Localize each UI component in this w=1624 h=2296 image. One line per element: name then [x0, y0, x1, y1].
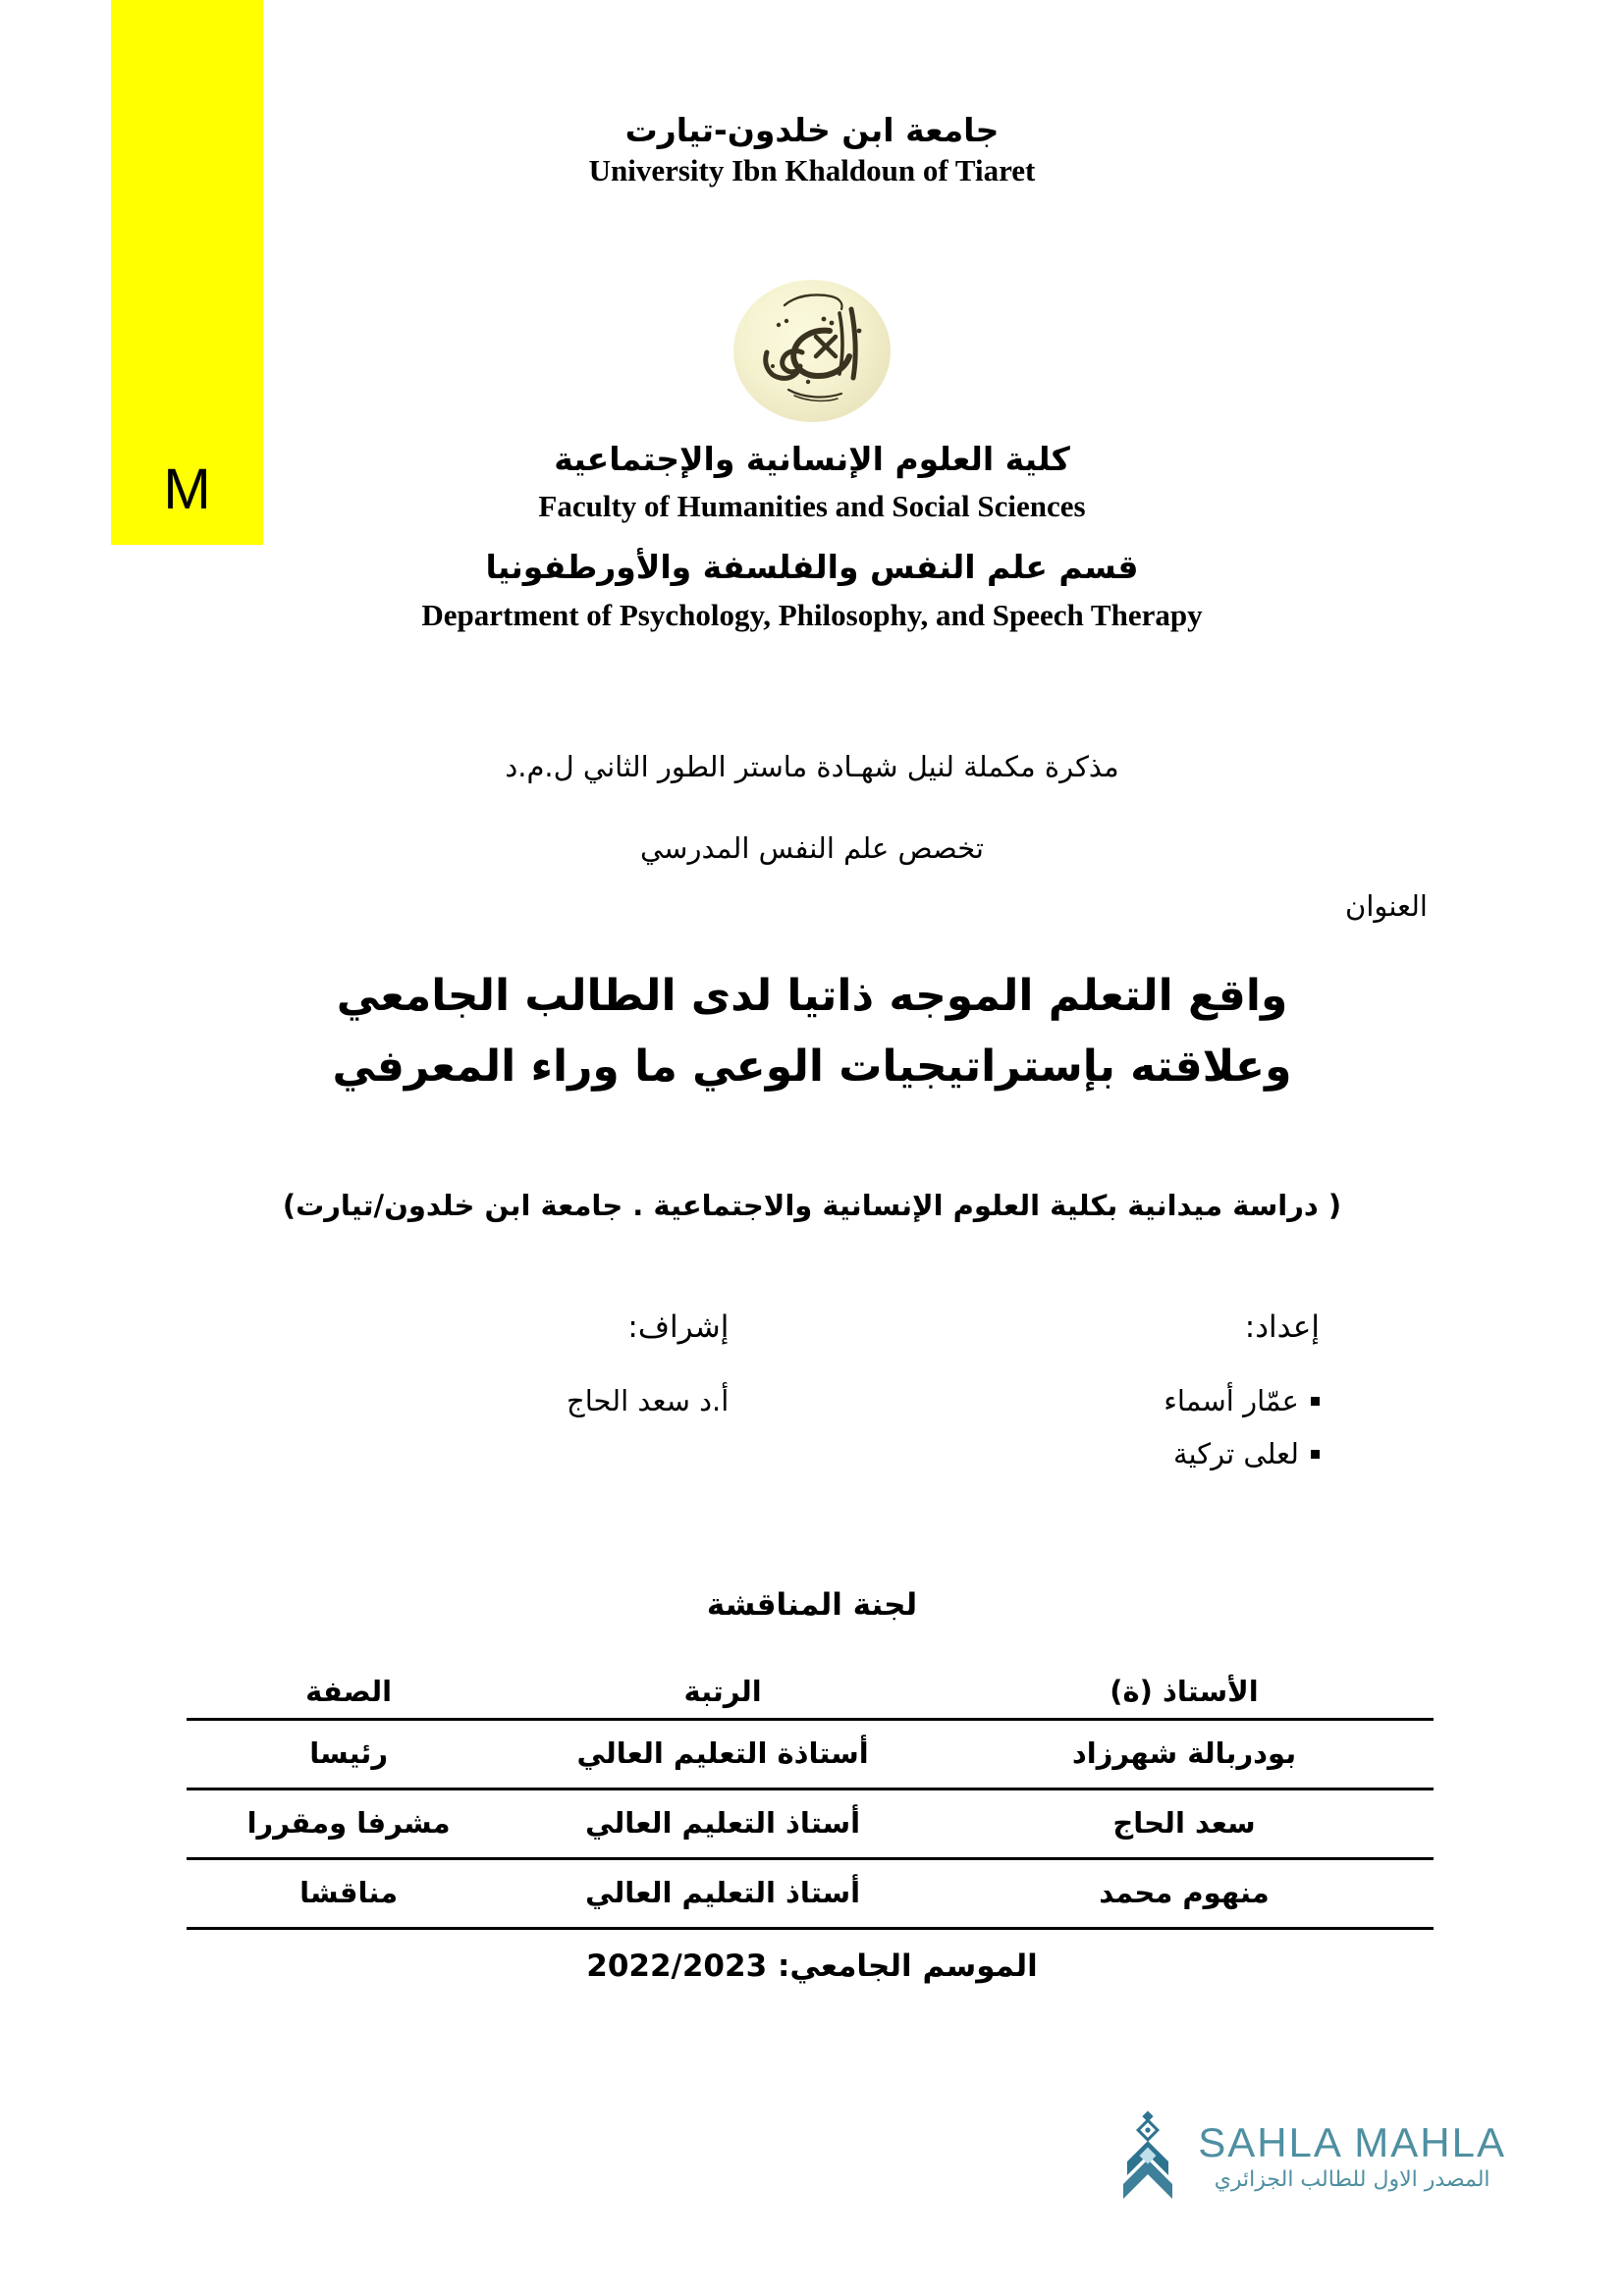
- department-name-arabic: قسم علم النفس والفلسفة والأورطفونيا: [485, 548, 1139, 586]
- university-name-english: University Ibn Khaldoun of Tiaret: [588, 153, 1036, 187]
- supervised-by-label: إشراف:: [627, 1309, 730, 1345]
- jury-heading: لجنة المناقشة: [706, 1587, 918, 1623]
- student-name-text: عمّار أسماء: [1164, 1384, 1299, 1417]
- student-name-item: [837, 1427, 1320, 1480]
- jury-table-head: [187, 1659, 1434, 1720]
- memo-specialization-line: تخصص علم النفس المدرسي: [640, 831, 984, 865]
- jury-table-body: [187, 1720, 1434, 1929]
- title-label: العنوان: [1345, 889, 1428, 923]
- jury-col-rank: الرتبة: [683, 1675, 762, 1708]
- table-row: [187, 1720, 1434, 1789]
- authorship-labels-row: [206, 1306, 1418, 1480]
- jury-table: [187, 1659, 1434, 1930]
- table-row: [187, 1859, 1434, 1929]
- jury-cell-role: مشرفا ومقررا: [246, 1806, 451, 1840]
- student-names-list: [837, 1374, 1320, 1480]
- department-name-english: Department of Psychology, Philosophy, and Speech Therapy: [421, 598, 1203, 632]
- university-name-arabic: جامعة ابن خلدون-تيارت: [624, 111, 1000, 149]
- faculty-name-arabic: كلية العلوم الإنسانية والإجتماعية: [554, 440, 1070, 478]
- bullet-icon: [1311, 1450, 1320, 1459]
- supervised-by-column: [206, 1306, 787, 1427]
- jury-header-row: [187, 1659, 1434, 1720]
- bullet-icon: [1311, 1397, 1320, 1406]
- sahla-mahla-watermark: [1111, 2110, 1506, 2205]
- jury-cell-professor: منهوم محمد: [1099, 1876, 1270, 1909]
- seal-calligraphy-icon: [733, 280, 891, 422]
- thesis-title-line-1: واقع التعلم الموجه ذاتيا لدى الطالب الجامعي: [336, 971, 1288, 1021]
- prepared-by-label: إعداد:: [1244, 1309, 1320, 1345]
- jury-col-professor: الأستاذ (ة): [1110, 1675, 1259, 1708]
- student-name-item: [837, 1374, 1320, 1427]
- watermark-text-block: [1198, 2120, 1506, 2195]
- jury-cell-role: رئيسا: [309, 1736, 389, 1770]
- jury-cell-rank: أستاذ التعليم العالي: [585, 1806, 861, 1840]
- margin-letter-m: M: [163, 457, 211, 521]
- prepared-by-column: [837, 1306, 1418, 1480]
- student-name-text: لعلى تركية: [1173, 1437, 1299, 1470]
- jury-cell-professor: سعد الحاج: [1112, 1806, 1256, 1840]
- seal-oval-background: [733, 280, 891, 422]
- watermark-tagline: المصدر الاول للطالب الجزائري: [1214, 2167, 1490, 2192]
- watermark-brand: SAHLA MAHLA: [1198, 2119, 1506, 2165]
- jury-cell-rank: أستاذ التعليم العالي: [585, 1876, 861, 1909]
- university-seal-logo: [733, 280, 891, 422]
- thesis-title-line-2: وعلاقته بإستراتيجيات الوعي ما وراء المعرفي: [332, 1041, 1292, 1092]
- authorship-block: [206, 1306, 1418, 1480]
- jury-cell-rank: أستاذة التعليم العالي: [576, 1736, 869, 1770]
- table-row: [187, 1789, 1434, 1859]
- jury-cell-role: مناقشا: [299, 1876, 399, 1909]
- sahla-mahla-diamond-logo-icon: [1111, 2110, 1184, 2205]
- jury-col-role: الصفة: [305, 1675, 393, 1708]
- memo-degree-line: مذكرة مكملة لنيل شهـادة ماستر الطور الثاني ل.م.د: [505, 750, 1119, 783]
- thesis-subtitle: ( دراسة ميدانية بكلية العلوم الإنسانية والاجتماعية . جامعة ابن خلدون/تيارت): [282, 1189, 1342, 1222]
- faculty-name-english: Faculty of Humanities and Social Sciences: [538, 489, 1086, 523]
- supervisor-name: أ.د سعد الحاج: [567, 1384, 730, 1417]
- jury-cell-professor: بودربالة شهرزاد: [1071, 1736, 1297, 1770]
- academic-year: الموسم الجامعي: 2022/2023: [586, 1949, 1038, 1984]
